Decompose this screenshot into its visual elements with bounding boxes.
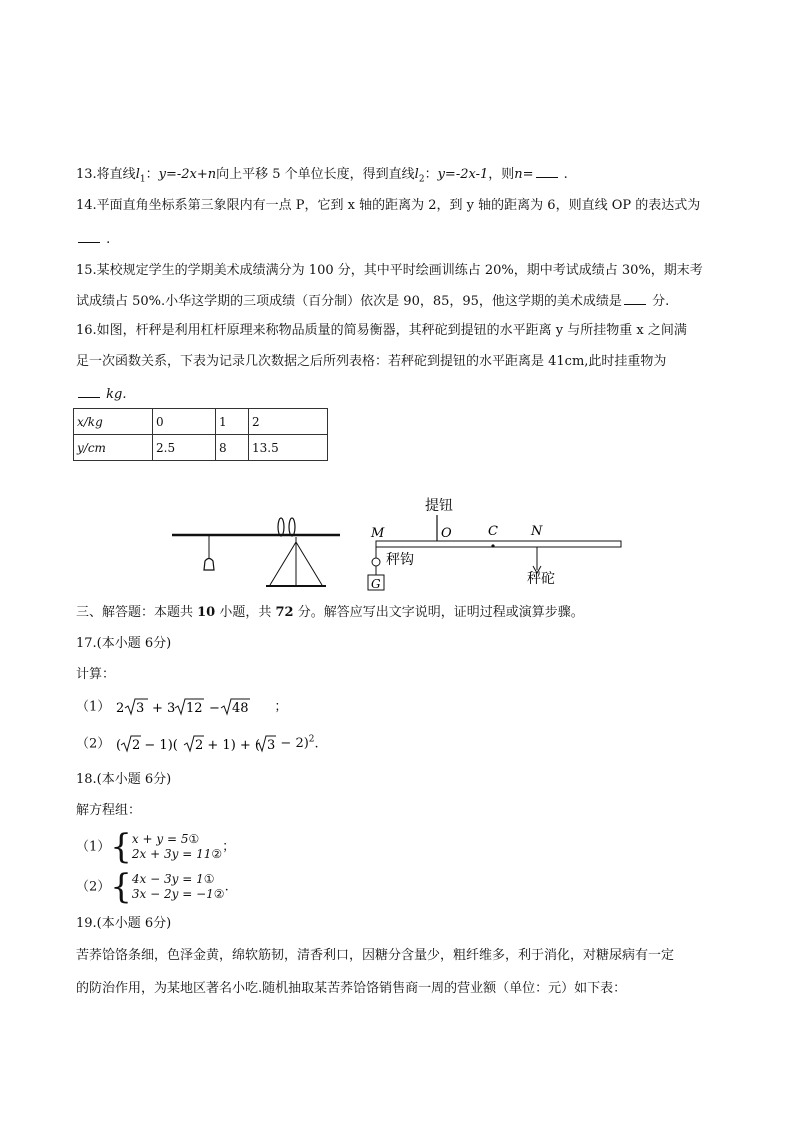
svg-text:2 − 1)(: 2 − 1)( xyxy=(132,737,179,753)
q13-mid: 向上平移 5 个单位长度，得到直线 xyxy=(216,167,415,182)
q14-end: . xyxy=(106,232,111,247)
table-cell: 0 xyxy=(153,409,216,435)
question-16-line2: 足一次函数关系，下表为记录几次数据之后所列表格：若秤砣到提钮的水平距离是 41cm,此时挂重物为 xyxy=(76,354,667,369)
q17-p2-formula xyxy=(114,733,294,755)
q18-p1-label: （1） xyxy=(76,839,111,855)
table-cell: 1 xyxy=(216,409,249,435)
q18-p2-label: （2） xyxy=(76,879,111,895)
table-row xyxy=(74,409,328,435)
q16-answer-blank[interactable] xyxy=(78,385,100,398)
q18-part2: （2）{4x − 3y = 1① 3x − 2y = −1②. xyxy=(76,867,229,907)
q17-p1-formula xyxy=(114,696,274,718)
q14-answer-blank[interactable] xyxy=(78,230,100,243)
label-gou: 秤钩 xyxy=(386,552,414,568)
q13-prefix: 13.将直线 xyxy=(76,167,136,182)
q16-unit: kg. xyxy=(106,387,127,402)
q13-colon1: ： xyxy=(145,167,159,182)
label-tiniu: 提钮 xyxy=(425,498,453,514)
svg-text:48: 48 xyxy=(232,701,249,716)
q13-l1-sub: 1 xyxy=(139,174,146,185)
section-3-heading xyxy=(76,604,584,622)
label-G: G xyxy=(371,577,381,591)
section3-c: 分。解答应写出文字说明，证明过程或演算步骤。 xyxy=(293,605,584,620)
q18-p2-end: . xyxy=(224,879,229,895)
q18-part1: （1）{x + y = 5① 2x + 3y = 11②； xyxy=(76,827,236,867)
table-cell: y/cm xyxy=(74,435,153,461)
svg-text:3: 3 xyxy=(267,737,276,753)
svg-text:2 + 1) + (: 2 + 1) + ( xyxy=(195,737,261,753)
q17-part2: （2） ( 2 − 1)( 2 + 1) + ( 3 − 2)$^2$. xyxy=(76,731,319,755)
q13-answer-blank[interactable] xyxy=(536,165,558,178)
label-O: O xyxy=(441,526,452,541)
question-16-answer-line xyxy=(76,385,126,404)
q13-l1: l xyxy=(135,167,140,182)
q17-p2-end: . xyxy=(314,736,319,752)
steelyard-figure xyxy=(0,490,794,600)
question-14: 14.平面直角坐标系第三象限内有一点 P，它到 x 轴的距离为 2，到 y 轴的距离为 6，则直线 OP 的表达式为 xyxy=(76,198,701,213)
table-cell: 13.5 xyxy=(249,435,328,461)
table-row xyxy=(74,435,328,461)
question-15-line2 xyxy=(76,292,669,311)
q19-line1: 苦荞饸饹条细，色泽金黄，绵软筋韧，清香利口，因糖分含量少，粗纤维多，利于消化，对糖尿病有一定 xyxy=(76,948,675,963)
q17-p2-label: （2） xyxy=(76,736,111,752)
q13-end: . xyxy=(563,167,568,182)
q13-eq2: y=-2x-1 xyxy=(437,167,489,182)
label-N: N xyxy=(531,524,543,539)
svg-text:+ 3: + 3 xyxy=(152,701,176,716)
q13-eq1: y=-2x+n xyxy=(158,167,217,182)
table-cell: 2.5 xyxy=(153,435,216,461)
question-14-answer-line xyxy=(76,230,110,249)
q18-p2-system: 4x − 3y = 1① 3x − 2y = −1② xyxy=(131,872,225,901)
q15-line2-text: 试成绩占 50%.小华这学期的三项成绩（百分制）依次是 90，85，95，他这学期的美术成绩是 xyxy=(76,294,622,309)
q13-then: ，则 xyxy=(488,167,515,182)
q18-instruction: 解方程组： xyxy=(76,803,142,818)
table-cell: 2 xyxy=(249,409,328,435)
section3-b: 小题，共 xyxy=(215,605,276,620)
q16-data-table xyxy=(73,408,328,461)
svg-text:12: 12 xyxy=(186,701,203,716)
q13-l2-sub: 2 xyxy=(418,174,425,185)
svg-text:−: − xyxy=(209,701,221,716)
label-C: C xyxy=(488,524,498,539)
q17-p1-end: ； xyxy=(274,699,288,715)
section3-count: 10 xyxy=(197,605,216,620)
q17-part1 xyxy=(76,696,287,718)
question-16-line1: 16.如图，杆秤是利用杠杆原理来称物品质量的简易衡器，其秤砣到提钮的水平距离 y 与所挂物重 x 之间满 xyxy=(76,323,687,338)
q15-line2-end: 分. xyxy=(652,294,670,309)
q13-n: n= xyxy=(514,167,534,182)
section3-score: 72 xyxy=(275,605,294,620)
question-15-line1: 15.某校规定学生的学期美术成绩满分为 100 分，其中平时绘画训练占 20%，期中考试成绩占 30%，期末考 xyxy=(76,263,703,278)
table-cell: 8 xyxy=(216,435,249,461)
svg-text:(: ( xyxy=(116,737,122,753)
q13-colon2: ： xyxy=(424,167,438,182)
q19-header: 19.(本小题 6分) xyxy=(76,916,172,931)
q19-line2: 的防治作用，为某地区著名小吃.随机抽取某苦荞饸饹销售商一周的营业额（单位：元）如下表： xyxy=(76,981,627,996)
q18-header: 18.(本小题 6分) xyxy=(76,772,172,787)
q18-p1-end: ； xyxy=(222,839,236,855)
label-tuo: 秤砣 xyxy=(527,571,555,587)
section3-a: 三、解答题：本题共 xyxy=(76,605,198,620)
q17-p1-label: （1） xyxy=(76,699,111,715)
svg-text:3: 3 xyxy=(136,701,145,716)
steelyard-illustration xyxy=(172,518,340,586)
label-M: M xyxy=(371,526,385,541)
q17-instruction: 计算： xyxy=(76,667,116,682)
table-cell: x/kg xyxy=(74,409,153,435)
q18-p1-system: x + y = 5① 2x + 3y = 11② xyxy=(131,832,223,861)
q15-answer-blank[interactable] xyxy=(624,292,646,305)
q13-l2: l xyxy=(414,167,419,182)
question-13 xyxy=(76,165,568,189)
svg-text:2: 2 xyxy=(116,701,125,716)
q17-header: 17.(本小题 6分) xyxy=(76,636,172,651)
